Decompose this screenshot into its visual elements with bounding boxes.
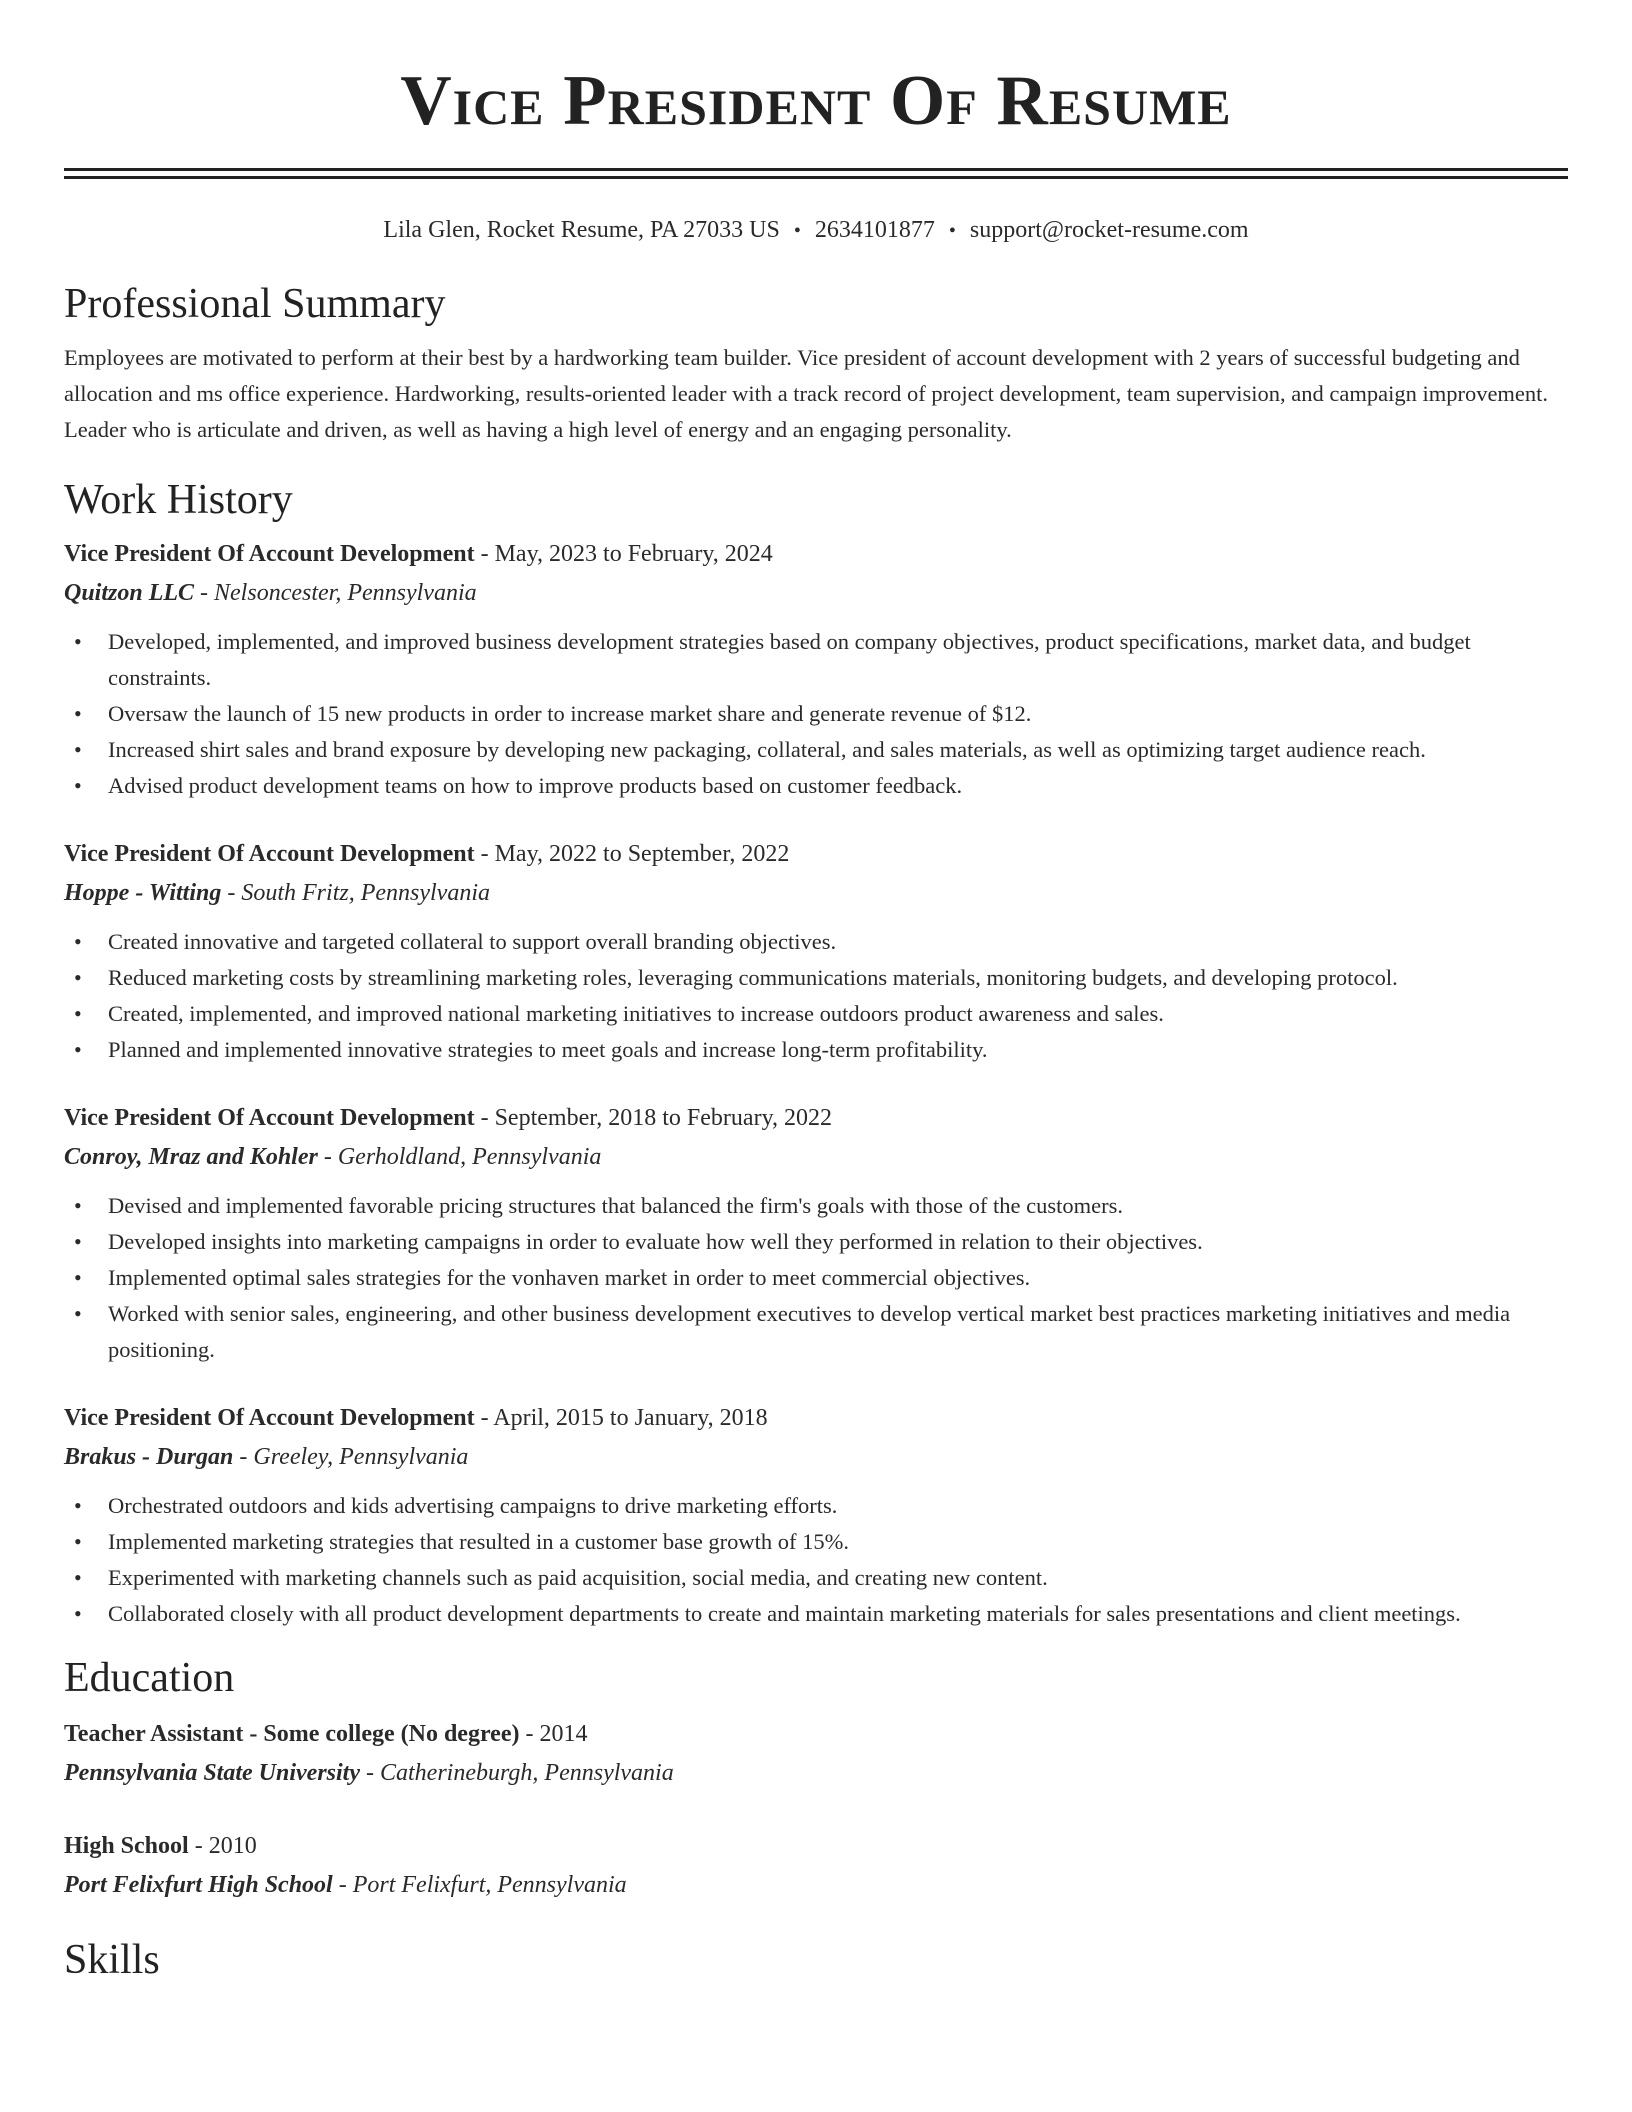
degree-year: - 2014	[519, 1721, 588, 1747]
job-entry	[64, 1098, 1568, 1368]
job-title: Vice President Of Account Development	[64, 841, 475, 867]
bullet-item: • Developed insights into marketing campaigns in order to evaluate how well they performed in relation to their objectives.	[64, 1224, 1568, 1260]
title-divider	[64, 168, 1568, 179]
company-line	[64, 1438, 1568, 1476]
degree-year: - 2010	[188, 1833, 257, 1859]
company-name: Brakus - Durgan	[64, 1444, 234, 1470]
company-location: - South Fritz, Pennsylvania	[221, 880, 490, 906]
school-location: - Port Felixfurt, Pennsylvania	[332, 1872, 627, 1898]
education-entry	[64, 1826, 1568, 1904]
contact-address: Lila Glen, Rocket Resume, PA 27033 US	[383, 217, 780, 243]
company-location: - Nelsoncester, Pennsylvania	[194, 580, 477, 606]
work-history-section	[64, 474, 1568, 1632]
company-line	[64, 1138, 1568, 1176]
school-line	[64, 1754, 1568, 1792]
job-title-line	[64, 834, 1568, 874]
degree-name: Teacher Assistant - Some college (No degree)	[64, 1721, 520, 1747]
job-dates: - May, 2023 to February, 2024	[474, 541, 773, 567]
job-title: Vice President Of Account Development	[64, 1105, 475, 1131]
bullet-item: • Worked with senior sales, engineering, and other business development executives to develop vertical market best practices marketing initiatives and media positioning.	[64, 1296, 1568, 1368]
school-location: - Catherineburgh, Pennsylvania	[360, 1760, 674, 1786]
school-name: Port Felixfurt High School	[64, 1872, 333, 1898]
contact-separator: •	[793, 220, 801, 242]
bullet-item: • Created, implemented, and improved national marketing initiatives to increase outdoors product awareness and sales.	[64, 996, 1568, 1032]
bullet-item: • Advised product development teams on how to improve products based on customer feedback.	[64, 768, 1568, 804]
company-name: Quitzon LLC	[64, 580, 195, 606]
resume-title: Vice President Of Resume	[400, 62, 1232, 140]
contact-phone: 2634101877	[814, 217, 935, 243]
job-bullets	[64, 1188, 1568, 1368]
job-title-line	[64, 1398, 1568, 1438]
job-dates: - September, 2018 to February, 2022	[474, 1105, 833, 1131]
degree-line	[64, 1826, 1568, 1866]
job-entry	[64, 1398, 1568, 1632]
job-title-line	[64, 534, 1568, 574]
bullet-item: • Collaborated closely with all product development departments to create and maintain marketing materials for sales presentations and client meetings.	[64, 1596, 1568, 1632]
bullet-item: • Reduced marketing costs by streamlining marketing roles, leveraging communications materials, monitoring budgets, and developing protocol.	[64, 960, 1568, 996]
job-bullets	[64, 924, 1568, 1068]
school-name: Pennsylvania State University	[64, 1760, 360, 1786]
job-title: Vice President Of Account Development	[64, 541, 475, 567]
contact-line	[64, 215, 1568, 246]
bullet-item: • Devised and implemented favorable pricing structures that balanced the firm's goals with those of the customers.	[64, 1188, 1568, 1224]
bullet-item: • Experimented with marketing channels such as paid acquisition, social media, and creating new content.	[64, 1560, 1568, 1596]
bullet-item: • Increased shirt sales and brand exposure by developing new packaging, collateral, and sales materials, as well as optimizing target audience reach.	[64, 732, 1568, 768]
bullet-item: • Developed, implemented, and improved business development strategies based on company objectives, product specifications, market data, and budget constraints.	[64, 624, 1568, 696]
bullet-item: • Orchestrated outdoors and kids advertising campaigns to drive marketing efforts.	[64, 1488, 1568, 1524]
job-dates: - April, 2015 to January, 2018	[474, 1405, 768, 1431]
job-bullets	[64, 624, 1568, 804]
job-title-line	[64, 1098, 1568, 1138]
section-heading-skills: Skills	[64, 1937, 160, 1983]
section-heading-work: Work History	[64, 477, 293, 523]
contact-separator: •	[948, 220, 956, 242]
company-name: Conroy, Mraz and Kohler	[64, 1144, 318, 1170]
bullet-item: • Implemented optimal sales strategies for the vonhaven market in order to meet commercial objectives.	[64, 1260, 1568, 1296]
job-bullets	[64, 1488, 1568, 1632]
company-name: Hoppe - Witting	[64, 880, 222, 906]
school-line	[64, 1866, 1568, 1904]
bullet-item: • Implemented marketing strategies that resulted in a customer base growth of 15%.	[64, 1524, 1568, 1560]
section-heading-summary: Professional Summary	[64, 281, 446, 327]
company-line	[64, 874, 1568, 912]
education-entry	[64, 1714, 1568, 1792]
job-entry	[64, 534, 1568, 804]
summary-section	[64, 278, 1568, 448]
company-location: - Gerholdland, Pennsylvania	[317, 1144, 602, 1170]
company-line	[64, 574, 1568, 612]
summary-text: Employees are motivated to perform at their best by a hardworking team builder. Vice president of account development with 2 years of successful budgeting and allocation and ms office experience. Hardworking, results-oriented leader with a track record of project development, team supervision, and campaign improvement. Leader who is articulate and driven, as well as having a high level of energy and an engaging personality.	[64, 345, 1549, 442]
bullet-item: • Created innovative and targeted collateral to support overall branding objectives.	[64, 924, 1568, 960]
job-title: Vice President Of Account Development	[64, 1405, 475, 1431]
company-location: - Greeley, Pennsylvania	[233, 1444, 469, 1470]
job-dates: - May, 2022 to September, 2022	[474, 841, 790, 867]
degree-name: High School	[64, 1833, 189, 1859]
section-heading-education: Education	[64, 1655, 235, 1701]
bullet-item: • Planned and implemented innovative strategies to meet goals and increase long-term profitability.	[64, 1032, 1568, 1068]
bullet-item: • Oversaw the launch of 15 new products in order to increase market share and generate revenue of $12.	[64, 696, 1568, 732]
job-entry	[64, 834, 1568, 1068]
contact-email: support@rocket-resume.com	[969, 217, 1249, 243]
education-section	[64, 1652, 1568, 1904]
degree-line	[64, 1714, 1568, 1754]
skills-section	[64, 1934, 1568, 1986]
